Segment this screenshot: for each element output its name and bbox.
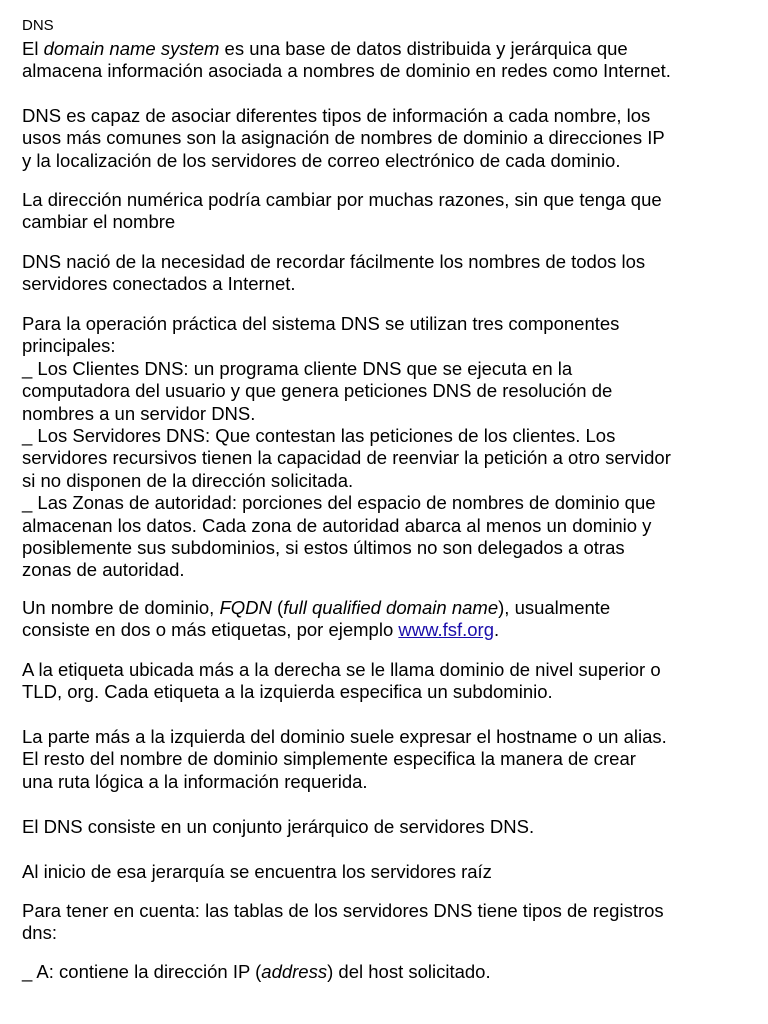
paragraph-dns-components xyxy=(22,313,754,582)
text-line xyxy=(22,38,754,60)
text-run: _ Los Servidores DNS: Que contestan las peticiones de los clientes. Los xyxy=(22,425,616,447)
italic-term: FQDN xyxy=(219,597,272,618)
text-run: _ Las Zonas de autoridad: porciones del espacio de nombres de dominio que xyxy=(22,492,656,514)
text-run: almacena información asociada a nombres de dominio en redes como Internet. xyxy=(22,60,671,82)
text-line xyxy=(22,659,754,681)
text-line xyxy=(22,816,754,838)
text-line xyxy=(22,60,754,82)
text-line xyxy=(22,537,754,559)
paragraph-dns-origin xyxy=(22,251,754,296)
text-run: dns: xyxy=(22,922,57,944)
paragraph-dns-usage xyxy=(22,105,754,172)
text-run: DNS nació de la necesidad de recordar fácilmente los nombres de todos los xyxy=(22,251,646,272)
text-line xyxy=(22,150,754,172)
text-line xyxy=(22,861,754,883)
text-run: usos más comunes son la asignación de nombres de dominio a direcciones IP xyxy=(22,127,665,149)
text-run: El DNS consiste en un conjunto jerárquico de servidores DNS. xyxy=(22,816,535,837)
text-run: Al inicio de esa jerarquía se encuentra los servidores raíz xyxy=(22,861,492,882)
text-line xyxy=(22,251,754,273)
paragraph-a-record xyxy=(22,961,754,983)
text-run: y la localización de los servidores de correo electrónico de cada dominio. xyxy=(22,149,621,171)
text-run: si no disponen de la dirección solicitada. xyxy=(22,469,354,491)
text-line xyxy=(22,922,754,944)
link-www-fsf-org[interactable]: www.fsf.org xyxy=(398,619,494,641)
text-line xyxy=(22,313,754,335)
text-run: Para tener en cuenta: las tablas de los servidores DNS tiene tipos de registros xyxy=(22,900,664,921)
text-line xyxy=(22,961,754,983)
italic-term: address xyxy=(261,961,328,982)
text-line xyxy=(22,771,754,793)
text-run: La parte más a la izquierda del dominio suele expresar el hostname o un alias. xyxy=(22,726,667,747)
text-run: DNS es capaz de asociar diferentes tipos de información a cada nombre, los xyxy=(22,105,651,126)
paragraph-fqdn xyxy=(22,597,754,642)
text-run: consiste en dos o más etiquetas, por ejemplo xyxy=(22,619,399,641)
text-run: Para la operación práctica del sistema DNS se utilizan tres componentes xyxy=(22,313,620,334)
text-line xyxy=(22,425,754,447)
text-run: almacenan los datos. Cada zona de autoridad abarca al menos un dominio y xyxy=(22,514,652,536)
paragraph-tld xyxy=(22,659,754,704)
text-line xyxy=(22,726,754,748)
text-run: ) del host solicitado. xyxy=(327,961,491,982)
text-run: una ruta lógica a la información requerida. xyxy=(22,770,368,792)
text-run: cambiar el nombre xyxy=(22,211,176,233)
text-line xyxy=(22,358,754,380)
text-run: . xyxy=(494,619,500,641)
text-run: A la etiqueta ubicada más a la derecha se le llama dominio de nivel superior o xyxy=(22,659,661,680)
text-run: TLD, org. Cada etiqueta a la izquierda especifica un subdominio. xyxy=(22,681,553,703)
paragraph-numeric-address xyxy=(22,189,754,234)
text-run: servidores recursivos tienen la capacidad de reenviar la petición a otro servidor xyxy=(22,447,671,469)
text-line xyxy=(22,105,754,127)
paragraph-dns-definition xyxy=(22,38,754,83)
text-line xyxy=(22,189,754,211)
text-line xyxy=(22,211,754,233)
text-run: El xyxy=(22,38,44,59)
text-run: zonas de autoridad. xyxy=(22,559,185,581)
document-heading: DNS xyxy=(22,17,54,34)
text-line xyxy=(22,559,754,581)
italic-term: full qualified domain name xyxy=(283,597,499,618)
text-line xyxy=(22,748,754,770)
text-run: nombres a un servidor DNS. xyxy=(22,402,256,424)
text-run: _ A: contiene la dirección IP ( xyxy=(22,961,262,982)
paragraph-hierarchy xyxy=(22,816,754,838)
text-line xyxy=(22,380,754,402)
text-line xyxy=(22,900,754,922)
text-line xyxy=(22,403,754,425)
text-run: El resto del nombre de dominio simplemente especifica la manera de crear xyxy=(22,748,636,770)
text-run: La dirección numérica podría cambiar por muchas razones, sin que tenga que xyxy=(22,189,662,210)
text-line xyxy=(22,127,754,149)
text-line xyxy=(22,492,754,514)
paragraph-record-types xyxy=(22,900,754,945)
text-run: servidores conectados a Internet. xyxy=(22,273,296,295)
text-run: principales: xyxy=(22,335,116,357)
text-run: ( xyxy=(271,597,284,618)
text-run: Un nombre de dominio, xyxy=(22,597,220,618)
paragraph-hostname xyxy=(22,726,754,793)
text-run: ), usualmente xyxy=(498,597,611,618)
paragraph-root-servers xyxy=(22,861,754,883)
text-line xyxy=(22,273,754,295)
text-run: _ Los Clientes DNS: un programa cliente DNS que se ejecuta en la xyxy=(22,357,573,379)
text-line xyxy=(22,447,754,469)
text-line xyxy=(22,681,754,703)
text-line xyxy=(22,515,754,537)
italic-term: domain name system xyxy=(43,38,220,59)
text-line xyxy=(22,619,754,641)
text-run: computadora del usuario y que genera peticiones DNS de resolución de xyxy=(22,380,613,402)
text-line xyxy=(22,335,754,357)
text-line xyxy=(22,470,754,492)
text-run: es una base de datos distribuida y jerárquica que xyxy=(219,38,628,59)
text-line xyxy=(22,597,754,619)
text-run: posiblemente sus subdominios, si estos últimos no son delegados a otras xyxy=(22,537,625,559)
